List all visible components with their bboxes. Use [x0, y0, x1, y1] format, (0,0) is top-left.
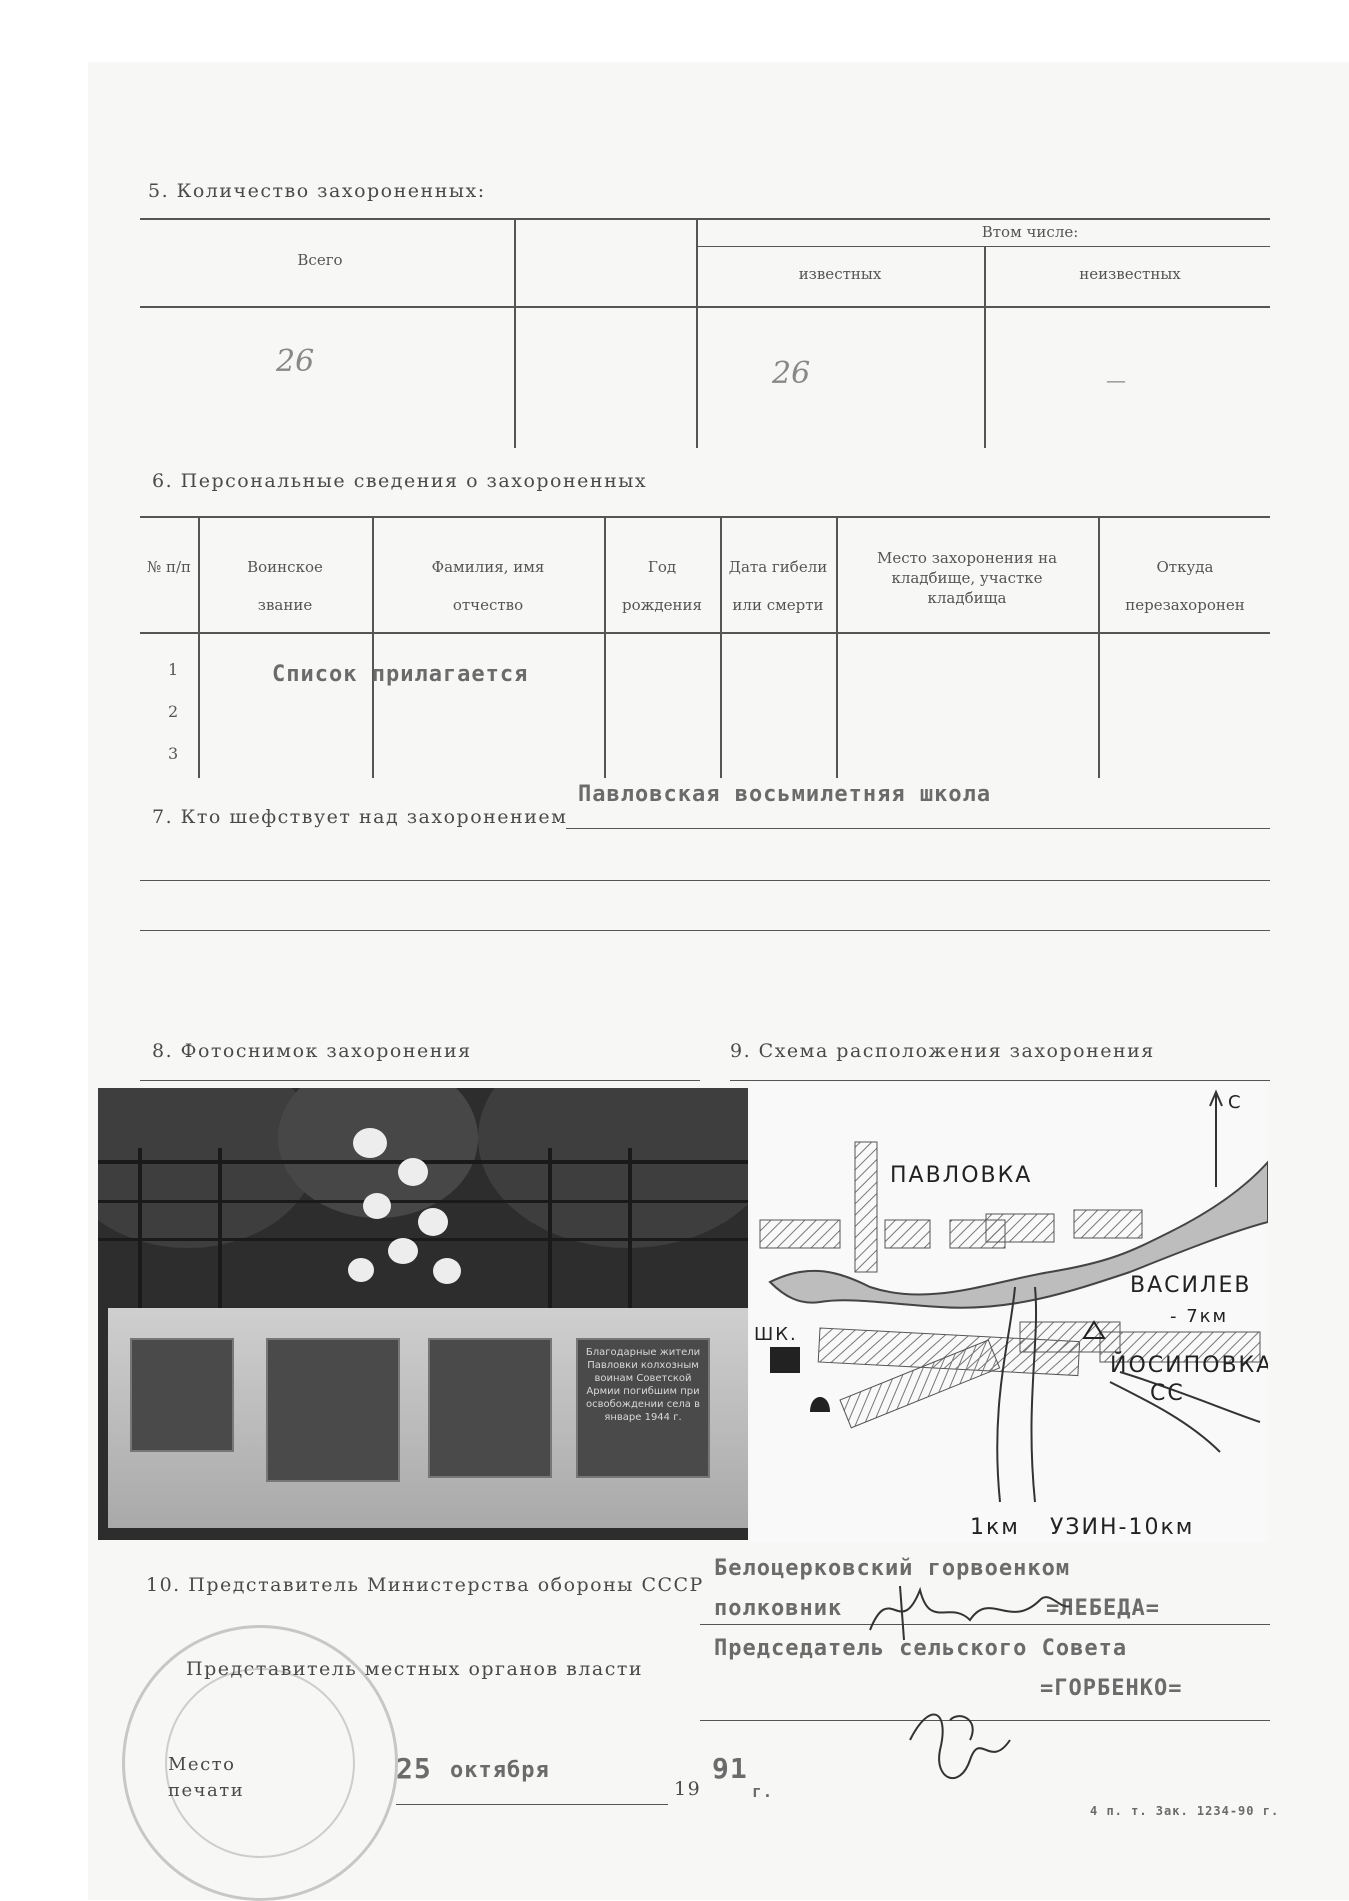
rule [140, 930, 1270, 931]
section10-heading: 10. Представитель Министерства обороны СССР [146, 1574, 704, 1596]
section7-heading: 7. Кто шефствует над захоронением [152, 806, 568, 828]
rule [140, 880, 1270, 881]
plaque [130, 1338, 234, 1452]
col-total-header: Всего [297, 251, 343, 269]
patron-value: Павловская восьмилетняя школа [578, 782, 992, 807]
rule [514, 218, 516, 448]
rule [836, 516, 838, 778]
military-office: Белоцерковский горвоенком [714, 1556, 1071, 1581]
row-number: 2 [168, 702, 179, 721]
print-note: 4 п. т. Зак. 1234-90 г. [1090, 1804, 1280, 1818]
rule [566, 828, 1270, 829]
row-number: 1 [168, 660, 179, 679]
rule [1098, 516, 1100, 778]
rule [984, 246, 986, 448]
yosipovka-label: ЙОСИПОВКА [1110, 1353, 1268, 1378]
map-drawing [750, 1082, 1268, 1542]
rule [372, 516, 374, 778]
school-marker [770, 1347, 800, 1373]
place-label: Место печати [168, 1754, 245, 1801]
section5-heading: 5. Количество захороненных: [148, 180, 486, 202]
rule [140, 306, 1270, 308]
col-name-header: Фамилия, имя отчество [431, 558, 545, 614]
section8-heading: 8. Фотоснимок захоронения [152, 1040, 472, 1062]
plaque [266, 1338, 400, 1482]
col-origin-header: Откуда перезахоронен [1125, 558, 1245, 614]
rule [198, 516, 200, 778]
rule [396, 1804, 668, 1805]
military-signature [860, 1570, 1080, 1650]
rule [730, 1080, 1270, 1081]
date-century: 19 [674, 1778, 702, 1800]
local-role: Председатель сельского Совета [714, 1636, 1128, 1661]
col-known-header: известных [798, 265, 882, 283]
village-label: ПАВЛОВКА [890, 1163, 1033, 1188]
military-name: =ЛЕБЕДА= [1046, 1596, 1160, 1621]
date-month: октября [450, 1758, 550, 1783]
section6-heading: 6. Персональные сведения о захороненных [152, 470, 648, 492]
date-day: 25 [396, 1752, 432, 1785]
col-rank-header: Воинское звание [247, 558, 323, 614]
military-rank: полковник [714, 1596, 843, 1621]
date-year: 91 [712, 1752, 748, 1785]
known-value: 26 [772, 356, 811, 391]
plaque-inscription: Благодарные жители Павловки колхозным воинам Советской Армии погибшим при освобождении села в январе 1944 г. [585, 1347, 701, 1423]
rule [696, 218, 698, 448]
col-death-header: Дата гибели или смерти [728, 558, 828, 614]
col-num-header: № п/п [146, 558, 191, 576]
plaque [576, 1338, 710, 1478]
col-including-header: Втом числе: [981, 223, 1079, 241]
vasilev-distance: - 7км [1170, 1306, 1229, 1327]
distance-label: 1км [970, 1515, 1020, 1540]
local-heading: Представитель местных органов власти [186, 1658, 644, 1680]
local-signature [890, 1680, 1030, 1800]
rule [604, 516, 606, 778]
col-birth-header: Год рождения [621, 558, 702, 614]
col-burial-place-header: Место захоронения на кладбище, участке кладбища [876, 549, 1058, 607]
rule [140, 1080, 700, 1081]
list-attached-note: Список прилагается [272, 662, 529, 687]
rule [140, 632, 1270, 634]
rule [696, 246, 1270, 247]
north-label: С [1228, 1092, 1243, 1113]
local-name: =ГОРБЕНКО= [1040, 1676, 1183, 1701]
rule [140, 516, 1270, 518]
total-value: 26 [276, 344, 315, 379]
burial-photo [98, 1088, 748, 1540]
row-number: 3 [168, 744, 179, 763]
col-unknown-header: неизвестных [1079, 265, 1181, 283]
vasilev-label: ВАСИЛЕВ [1130, 1273, 1252, 1298]
ss-label: СС [1150, 1381, 1185, 1406]
unknown-value: — [1106, 368, 1126, 392]
school-label: ШК. [754, 1324, 798, 1345]
section9-heading: 9. Схема расположения захоронения [730, 1040, 1155, 1062]
plaque [428, 1338, 552, 1478]
uzin-label: УЗИН-10км [1050, 1515, 1195, 1540]
date-year-suffix: г. [752, 1782, 774, 1801]
location-map [750, 1082, 1268, 1542]
rule [140, 218, 1270, 220]
